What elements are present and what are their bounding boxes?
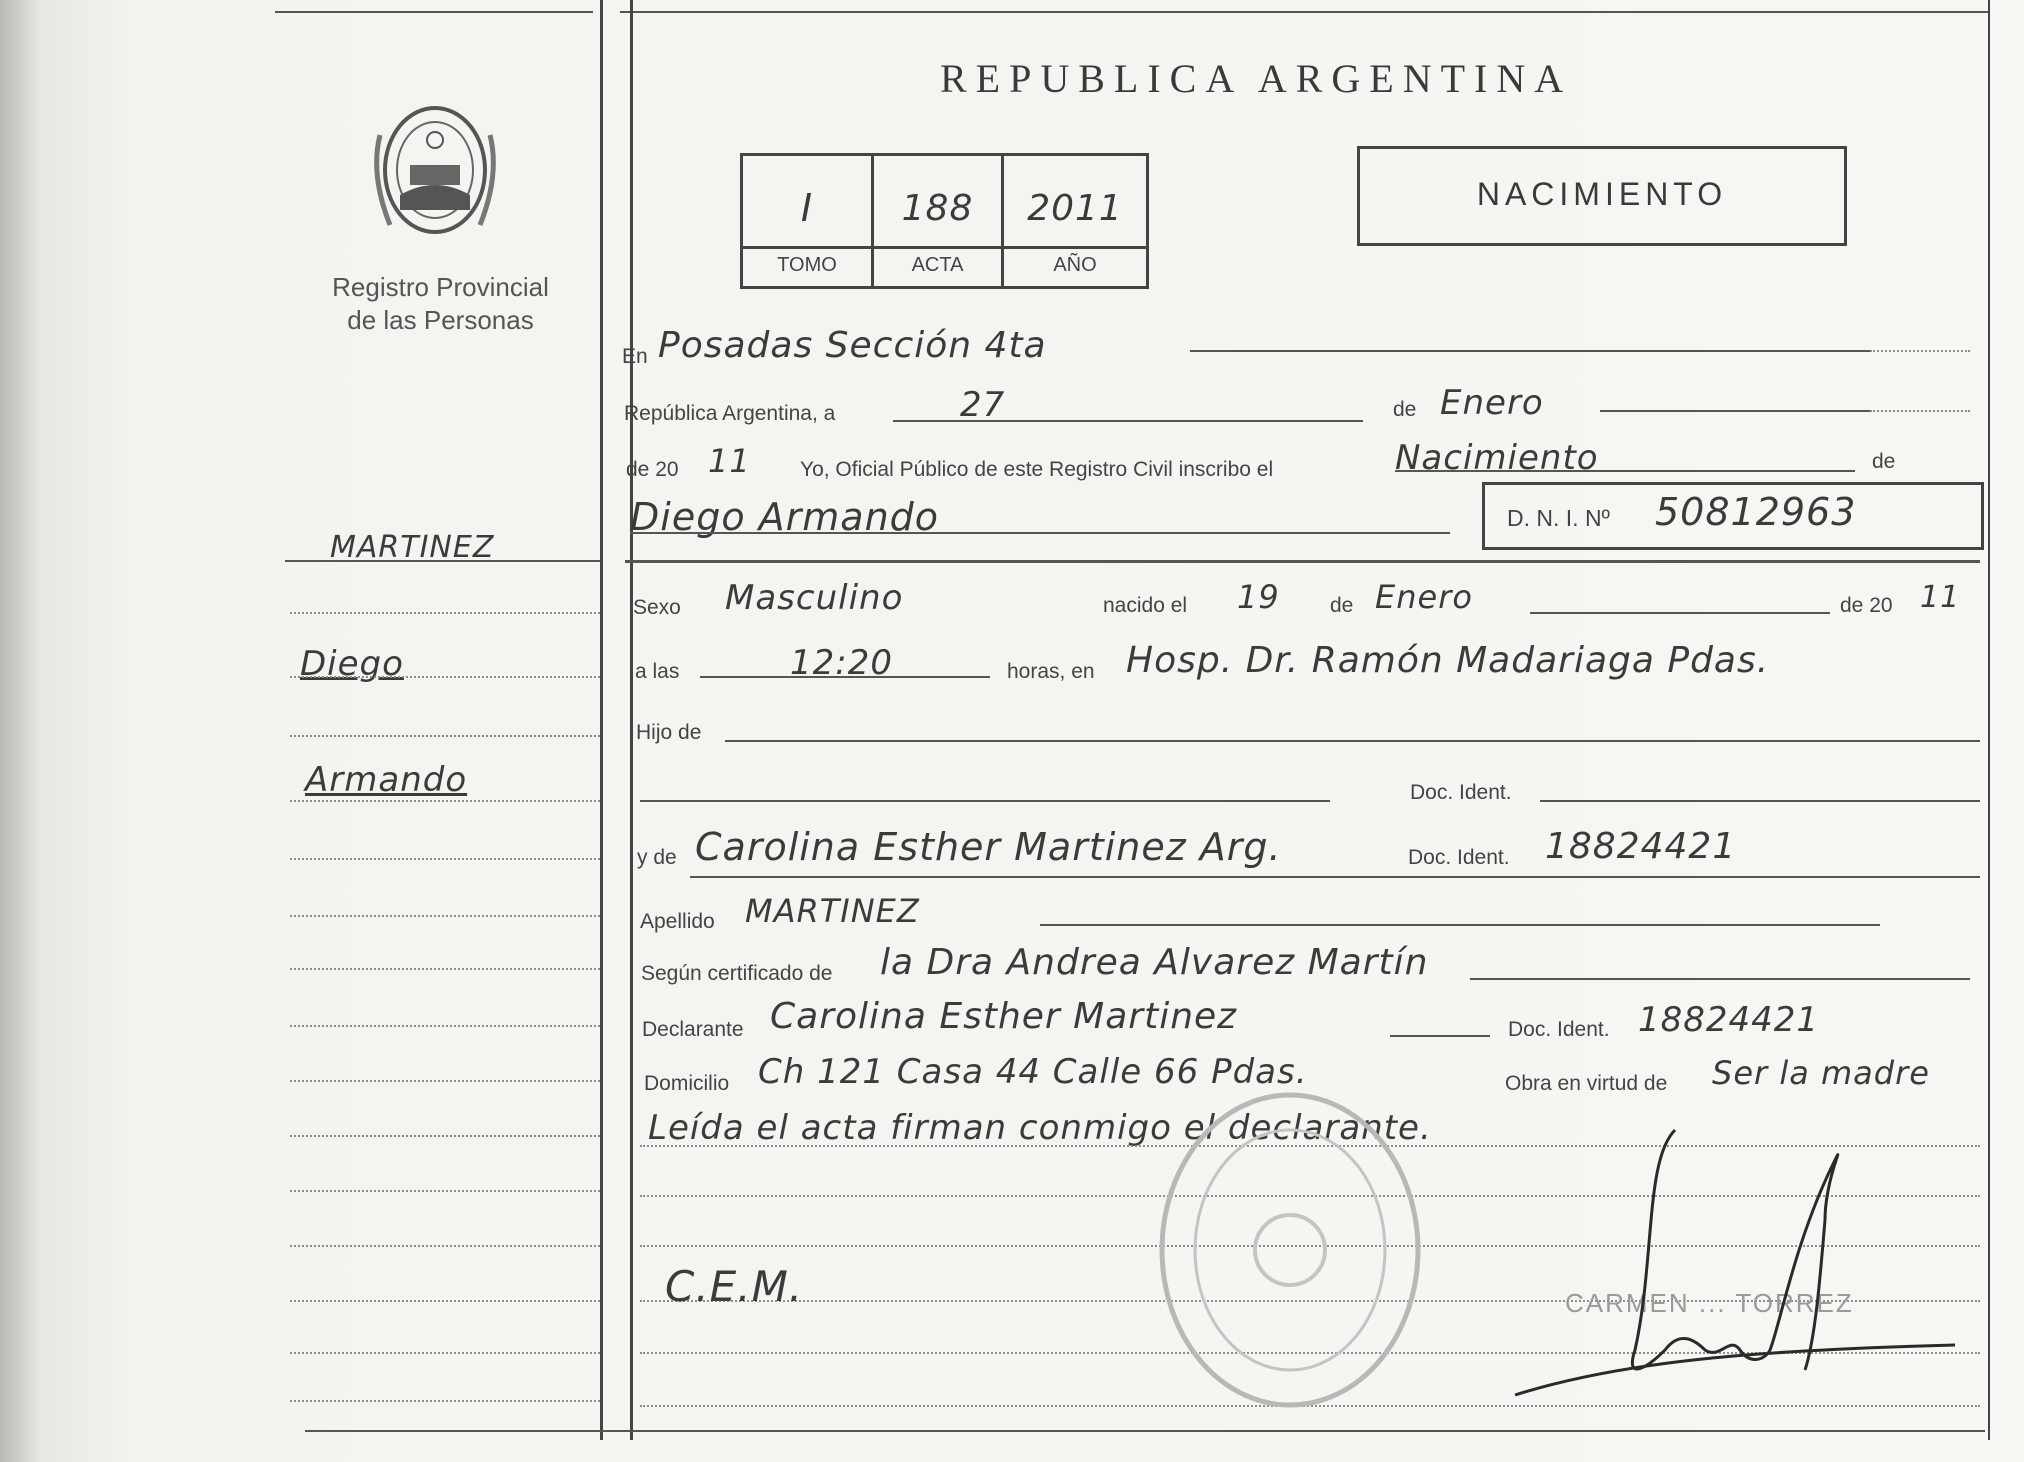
margin-dotted-line [290, 676, 600, 678]
fill-dots [1870, 410, 1970, 412]
field-day: 27 [960, 385, 1006, 425]
fill-line [1190, 350, 1870, 352]
fill-dots [1870, 350, 1970, 352]
official-signature [1505, 1120, 1965, 1415]
field-birth-year-suffix: 11 [1920, 580, 1961, 615]
label-republica: República Argentina, a [624, 402, 836, 425]
field-mother: Carolina Esther Martinez Arg. [695, 825, 1282, 869]
margin-dotted-line [290, 915, 600, 917]
margin-dotted-line [290, 1135, 600, 1137]
margin-rule-1 [285, 560, 600, 562]
label-de-20: de 20 [626, 458, 679, 481]
label-apellido: Apellido [640, 910, 715, 933]
fill-line [630, 532, 1450, 534]
bottom-rule [305, 1430, 1985, 1432]
label-de-3: de [1330, 594, 1354, 617]
stamp-name-text: CARMEN ... TORREZ [1565, 1288, 1854, 1318]
field-initials: C.E.M. [665, 1262, 804, 1311]
field-surname: MARTINEZ [745, 892, 920, 930]
margin-first-name: Diego [300, 644, 404, 684]
label-doc-ident-2: Doc. Ident. [1408, 846, 1510, 869]
field-dni-number: 50812963 [1655, 490, 1857, 534]
label-horas-en: horas, en [1007, 660, 1095, 683]
field-act-type: Nacimiento [1395, 438, 1599, 478]
margin-surname: MARTINEZ [330, 530, 495, 565]
agency-name-line1: Registro Provincial [332, 272, 549, 302]
margin-dotted-line [290, 968, 600, 970]
fill-line [690, 876, 1980, 878]
dni-box [1482, 482, 1984, 550]
margin-second-name: Armando [305, 760, 468, 800]
tomo-label: TOMO [777, 254, 837, 276]
top-rule-left [275, 11, 593, 13]
label-a-las: a las [635, 660, 680, 683]
field-given-names: Diego Armando [630, 495, 940, 539]
anio-label: AÑO [1053, 254, 1097, 276]
section-rule [625, 560, 1980, 563]
margin-dotted-line [290, 800, 600, 802]
label-hijo-de: Hijo de [636, 721, 702, 744]
fill-line [1390, 1035, 1490, 1037]
label-de: de [1393, 398, 1417, 421]
label-declarante: Declarante [642, 1018, 744, 1041]
field-year-suffix: 11 [708, 442, 751, 480]
label-nacido-el: nacido el [1103, 594, 1188, 617]
margin-dotted-line [290, 735, 600, 737]
margin-dotted-line [290, 1025, 600, 1027]
top-rule-right [620, 11, 1990, 13]
column-divider-right [630, 0, 633, 1440]
field-sex: Masculino [725, 578, 904, 618]
label-obra: Obra en virtud de [1505, 1072, 1668, 1095]
field-declarant: Carolina Esther Martinez [770, 996, 1238, 1037]
column-divider-left [600, 0, 603, 1440]
registry-box [740, 153, 1149, 289]
fill-line [1600, 410, 1870, 412]
acta-value: 188 [901, 188, 974, 229]
field-declarant-doc: 18824421 [1638, 1000, 1820, 1040]
field-birth-month: Enero [1375, 578, 1473, 616]
anio-value: 2011 [1027, 188, 1123, 229]
margin-dotted-line [290, 1245, 600, 1247]
field-closing: Leída el acta firman conmigo el declarante. [648, 1108, 1432, 1148]
field-birth-time: 12:20 [790, 643, 893, 683]
label-domicilio: Domicilio [644, 1072, 730, 1095]
label-en: En [622, 345, 648, 368]
field-birth-place: Hosp. Dr. Ramón Madariaga Pdas. [1126, 640, 1770, 681]
margin-dotted-line [290, 1352, 600, 1354]
official-round-stamp [1150, 1085, 1430, 1420]
label-sexo: Sexo [633, 596, 681, 619]
field-certifier: la Dra Andrea Alvarez Martín [880, 942, 1429, 983]
provincial-seal-emblem [360, 95, 510, 250]
fill-line [1395, 470, 1855, 472]
margin-dotted-line [290, 1080, 600, 1082]
fill-line [1040, 924, 1880, 926]
fill-line [1470, 978, 1970, 980]
label-de-20-b: de 20 [1840, 594, 1893, 617]
record-type-box [1357, 146, 1847, 246]
field-place: Posadas Sección 4ta [658, 325, 1047, 366]
field-obra-reason: Ser la madre [1712, 1054, 1930, 1092]
fill-line [1540, 800, 1980, 802]
agency-name-line2: de las Personas [347, 305, 534, 335]
field-birth-day: 19 [1237, 578, 1280, 616]
label-doc-ident: Doc. Ident. [1410, 781, 1512, 804]
label-dni: D. N. I. Nº [1507, 505, 1610, 531]
fill-line [1530, 612, 1830, 614]
label-segun: Según certificado de [641, 962, 833, 985]
margin-dotted-line [290, 612, 600, 614]
label-de-2: de [1872, 450, 1896, 473]
fill-line [640, 800, 1330, 802]
tomo-value: I [800, 186, 814, 230]
fill-line [700, 676, 990, 678]
record-type-label: NACIMIENTO [1476, 176, 1728, 212]
acta-label: ACTA [911, 254, 964, 276]
margin-dotted-line [290, 1190, 600, 1192]
label-yo-oficial: Yo, Oficial Público de este Registro Civil inscribo el [800, 458, 1274, 481]
margin-dotted-line [290, 1300, 600, 1302]
margin-dotted-line [290, 858, 600, 860]
page-edge-right [1988, 0, 1990, 1440]
document-header-title: REPUBLICA ARGENTINA [940, 56, 1573, 101]
field-mother-doc: 18824421 [1545, 826, 1737, 867]
label-y-de: y de [637, 846, 677, 869]
field-month: Enero [1440, 383, 1544, 423]
fill-line [725, 740, 1980, 742]
field-address: Ch 121 Casa 44 Calle 66 Pdas. [758, 1052, 1308, 1092]
label-doc-ident-3: Doc. Ident. [1508, 1018, 1610, 1041]
margin-dotted-line [290, 1400, 600, 1402]
